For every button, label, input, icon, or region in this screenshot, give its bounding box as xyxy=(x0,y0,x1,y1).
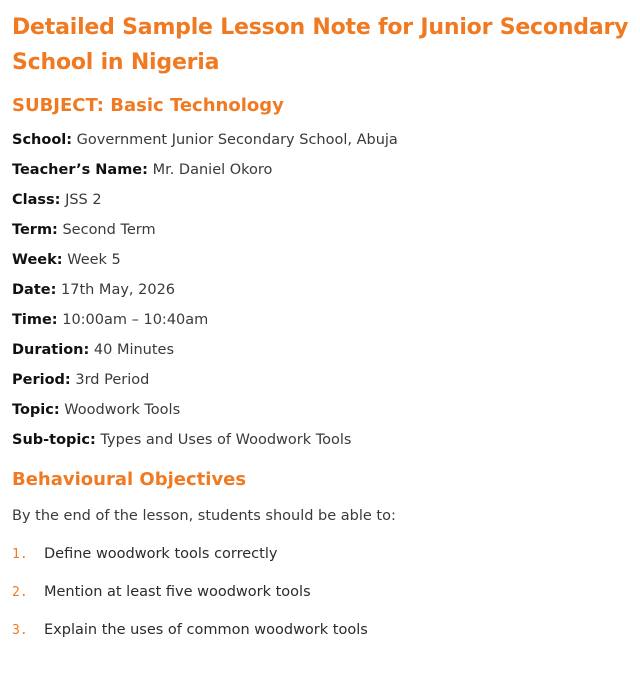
list-number: 2. xyxy=(12,585,28,600)
detail-value: Mr. Daniel Okoro xyxy=(152,162,273,178)
lesson-details xyxy=(12,130,634,460)
detail-row-school xyxy=(12,130,634,160)
subject-heading: SUBJECT: Basic Technology xyxy=(12,95,284,116)
page-title: Detailed Sample Lesson Note for Junior Secondary School in Nigeria xyxy=(12,15,629,75)
detail-label: Sub-topic: xyxy=(12,432,96,448)
detail-row-time xyxy=(12,310,634,340)
detail-label: Teacher’s Name: xyxy=(12,162,148,178)
list-item-text: Explain the uses of common woodwork tools xyxy=(44,622,368,638)
detail-row-period xyxy=(12,370,634,400)
detail-row-teacher xyxy=(12,160,634,190)
list-number: 1. xyxy=(12,547,28,562)
detail-value: 10:00am – 10:40am xyxy=(62,312,209,328)
list-item xyxy=(12,582,634,620)
detail-label: School: xyxy=(12,132,73,148)
objectives-list xyxy=(12,544,634,658)
detail-value: 40 Minutes xyxy=(93,342,175,358)
detail-label: Week: xyxy=(12,252,63,268)
detail-label: Topic: xyxy=(12,402,60,418)
detail-value: Second Term xyxy=(62,222,156,238)
list-item-text: Mention at least five woodwork tools xyxy=(44,584,311,600)
detail-label: Class: xyxy=(12,192,61,208)
detail-row-date xyxy=(12,280,634,310)
detail-value: JSS 2 xyxy=(65,192,102,208)
list-number: 3. xyxy=(12,623,28,638)
list-item xyxy=(12,620,634,658)
detail-value: Types and Uses of Woodwork Tools xyxy=(100,432,352,448)
detail-value: Woodwork Tools xyxy=(64,402,181,418)
detail-label: Time: xyxy=(12,312,58,328)
list-item-text: Define woodwork tools correctly xyxy=(44,546,278,562)
detail-label: Date: xyxy=(12,282,57,298)
detail-row-topic xyxy=(12,400,634,430)
detail-row-week xyxy=(12,250,634,280)
detail-label: Term: xyxy=(12,222,58,238)
detail-row-subtopic xyxy=(12,430,634,460)
list-item xyxy=(12,544,634,582)
detail-label: Duration: xyxy=(12,342,90,358)
detail-value: 3rd Period xyxy=(75,372,150,388)
detail-value: 17th May, 2026 xyxy=(61,282,176,298)
objectives-heading: Behavioural Objectives xyxy=(12,469,247,490)
objectives-intro: By the end of the lesson, students should be able to: xyxy=(12,508,396,524)
detail-value: Week 5 xyxy=(67,252,121,268)
detail-row-term xyxy=(12,220,634,250)
detail-row-duration xyxy=(12,340,634,370)
detail-label: Period: xyxy=(12,372,71,388)
detail-value: Government Junior Secondary School, Abuja xyxy=(76,132,398,148)
detail-row-class xyxy=(12,190,634,220)
